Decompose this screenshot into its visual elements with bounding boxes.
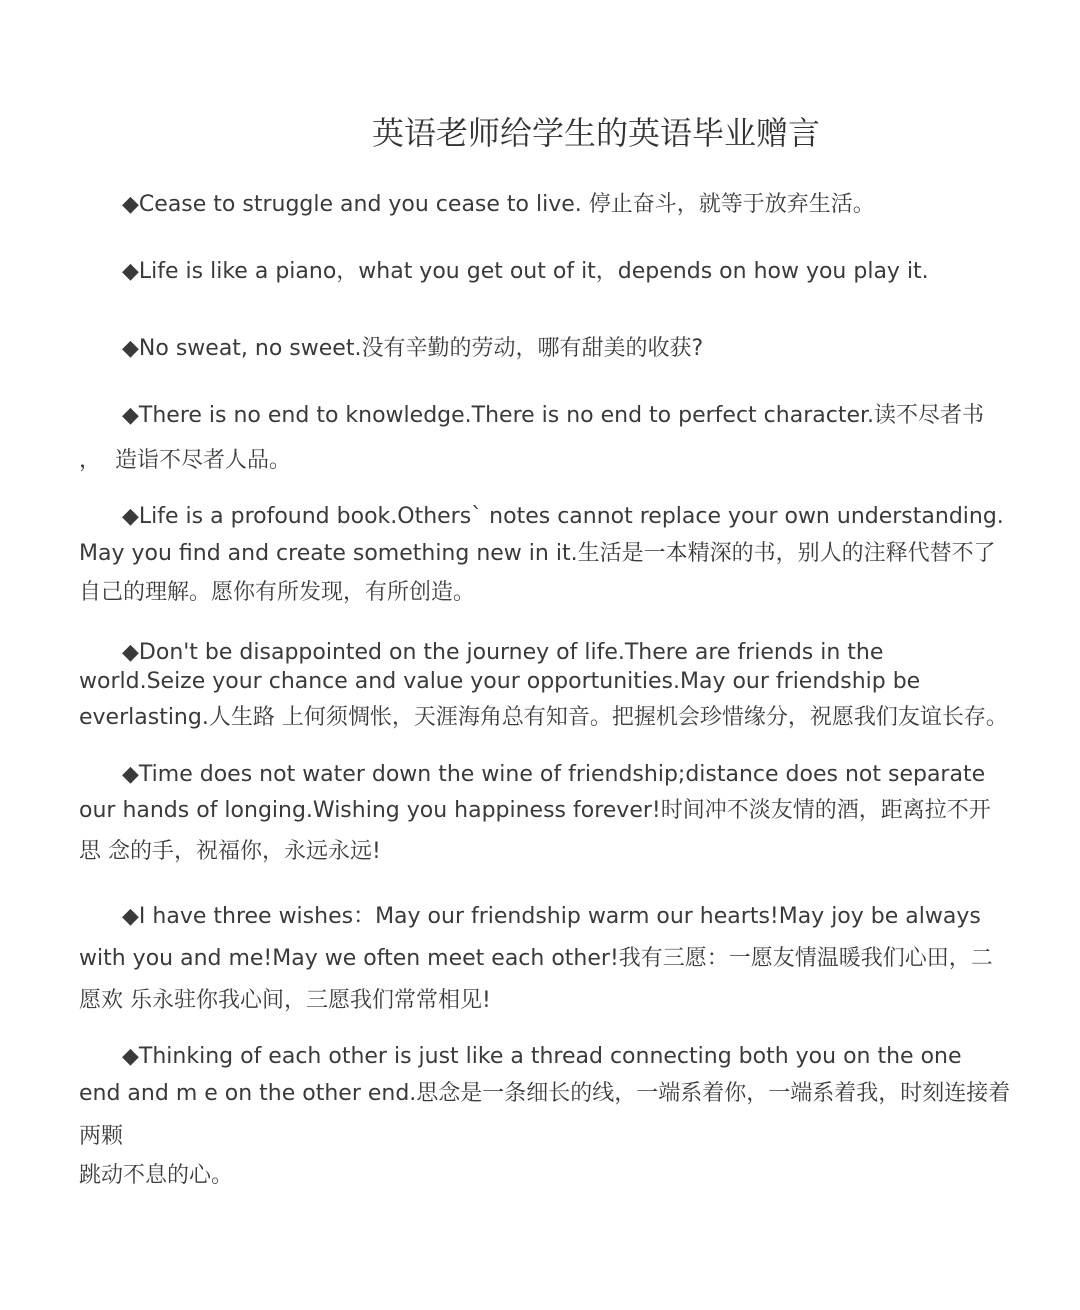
paragraph-6-line-1: ◆Don't be disappointed on the journey of life.There are friends in the [122, 640, 884, 665]
paragraph-7-line-1: ◆Time does not water down the wine of friendship;distance does not separate [122, 762, 986, 787]
paragraph-7-line-2: our hands of longing.Wishing you happiness forever!时间冲不淡友情的酒，距离拉不开 [79, 798, 991, 823]
paragraph-9-line-1: ◆Thinking of each other is just like a thread connecting both you on the one [122, 1044, 962, 1069]
paragraph-5-line-2: May you find and create something new in it.生活是一本精深的书，别人的注释代替不了 [79, 541, 996, 566]
paragraph-9-line-4: 跳动不息的心。 [79, 1163, 234, 1188]
paragraph-2-line-1: ◆Life is like a piano，what you get out of it，depends on how you play it. [122, 259, 929, 284]
paragraph-8-line-3: 愿欢 乐永驻你我心间，三愿我们常常相见! [79, 988, 491, 1013]
paragraph-9-line-3: 两颗 [79, 1124, 124, 1149]
paragraph-6-line-2: world.Seize your chance and value your opportunities.May our friendship be [79, 669, 921, 694]
paragraph-1-line-1: ◆Cease to struggle and you cease to live. 停止奋斗，就等于放弃生活。 [122, 192, 875, 217]
paragraph-3-line-1: ◆No sweat, no sweet.没有辛勤的劳动，哪有甜美的收获? [122, 336, 704, 361]
paragraph-6-line-3: everlasting.人生路 上何须惆怅，天涯海角总有知音。把握机会珍惜缘分，祝愿我们友谊长存。 [79, 705, 1008, 730]
paragraph-7-line-3: 思 念的手，祝福你，永远永远! [79, 839, 381, 864]
paragraph-8-line-2: with you and me!May we often meet each other!我有三愿：一愿友情温暖我们心田，二 [79, 946, 993, 971]
paragraph-8-line-1: ◆I have three wishes：May our friendship warm our hearts!May joy be always [122, 904, 981, 929]
paragraph-4-line-1: ◆There is no end to knowledge.There is no end to perfect character.读不尽者书 [122, 403, 984, 428]
paragraph-5-line-3: 自己的理解。愿你有所发现，有所创造。 [79, 580, 476, 605]
paragraph-4-line-2: ， 造诣不尽者人品。 [79, 448, 291, 473]
paragraph-9-line-2: end and m e on the other end.思念是一条细长的线，一端系着你，一端系着我，时刻连接着 [79, 1081, 1011, 1106]
page-title: 英语老师给学生的英语毕业赠言 [372, 114, 821, 152]
paragraph-5-line-1: ◆Life is a profound book.Others` notes cannot replace your own understanding. [122, 504, 1004, 529]
